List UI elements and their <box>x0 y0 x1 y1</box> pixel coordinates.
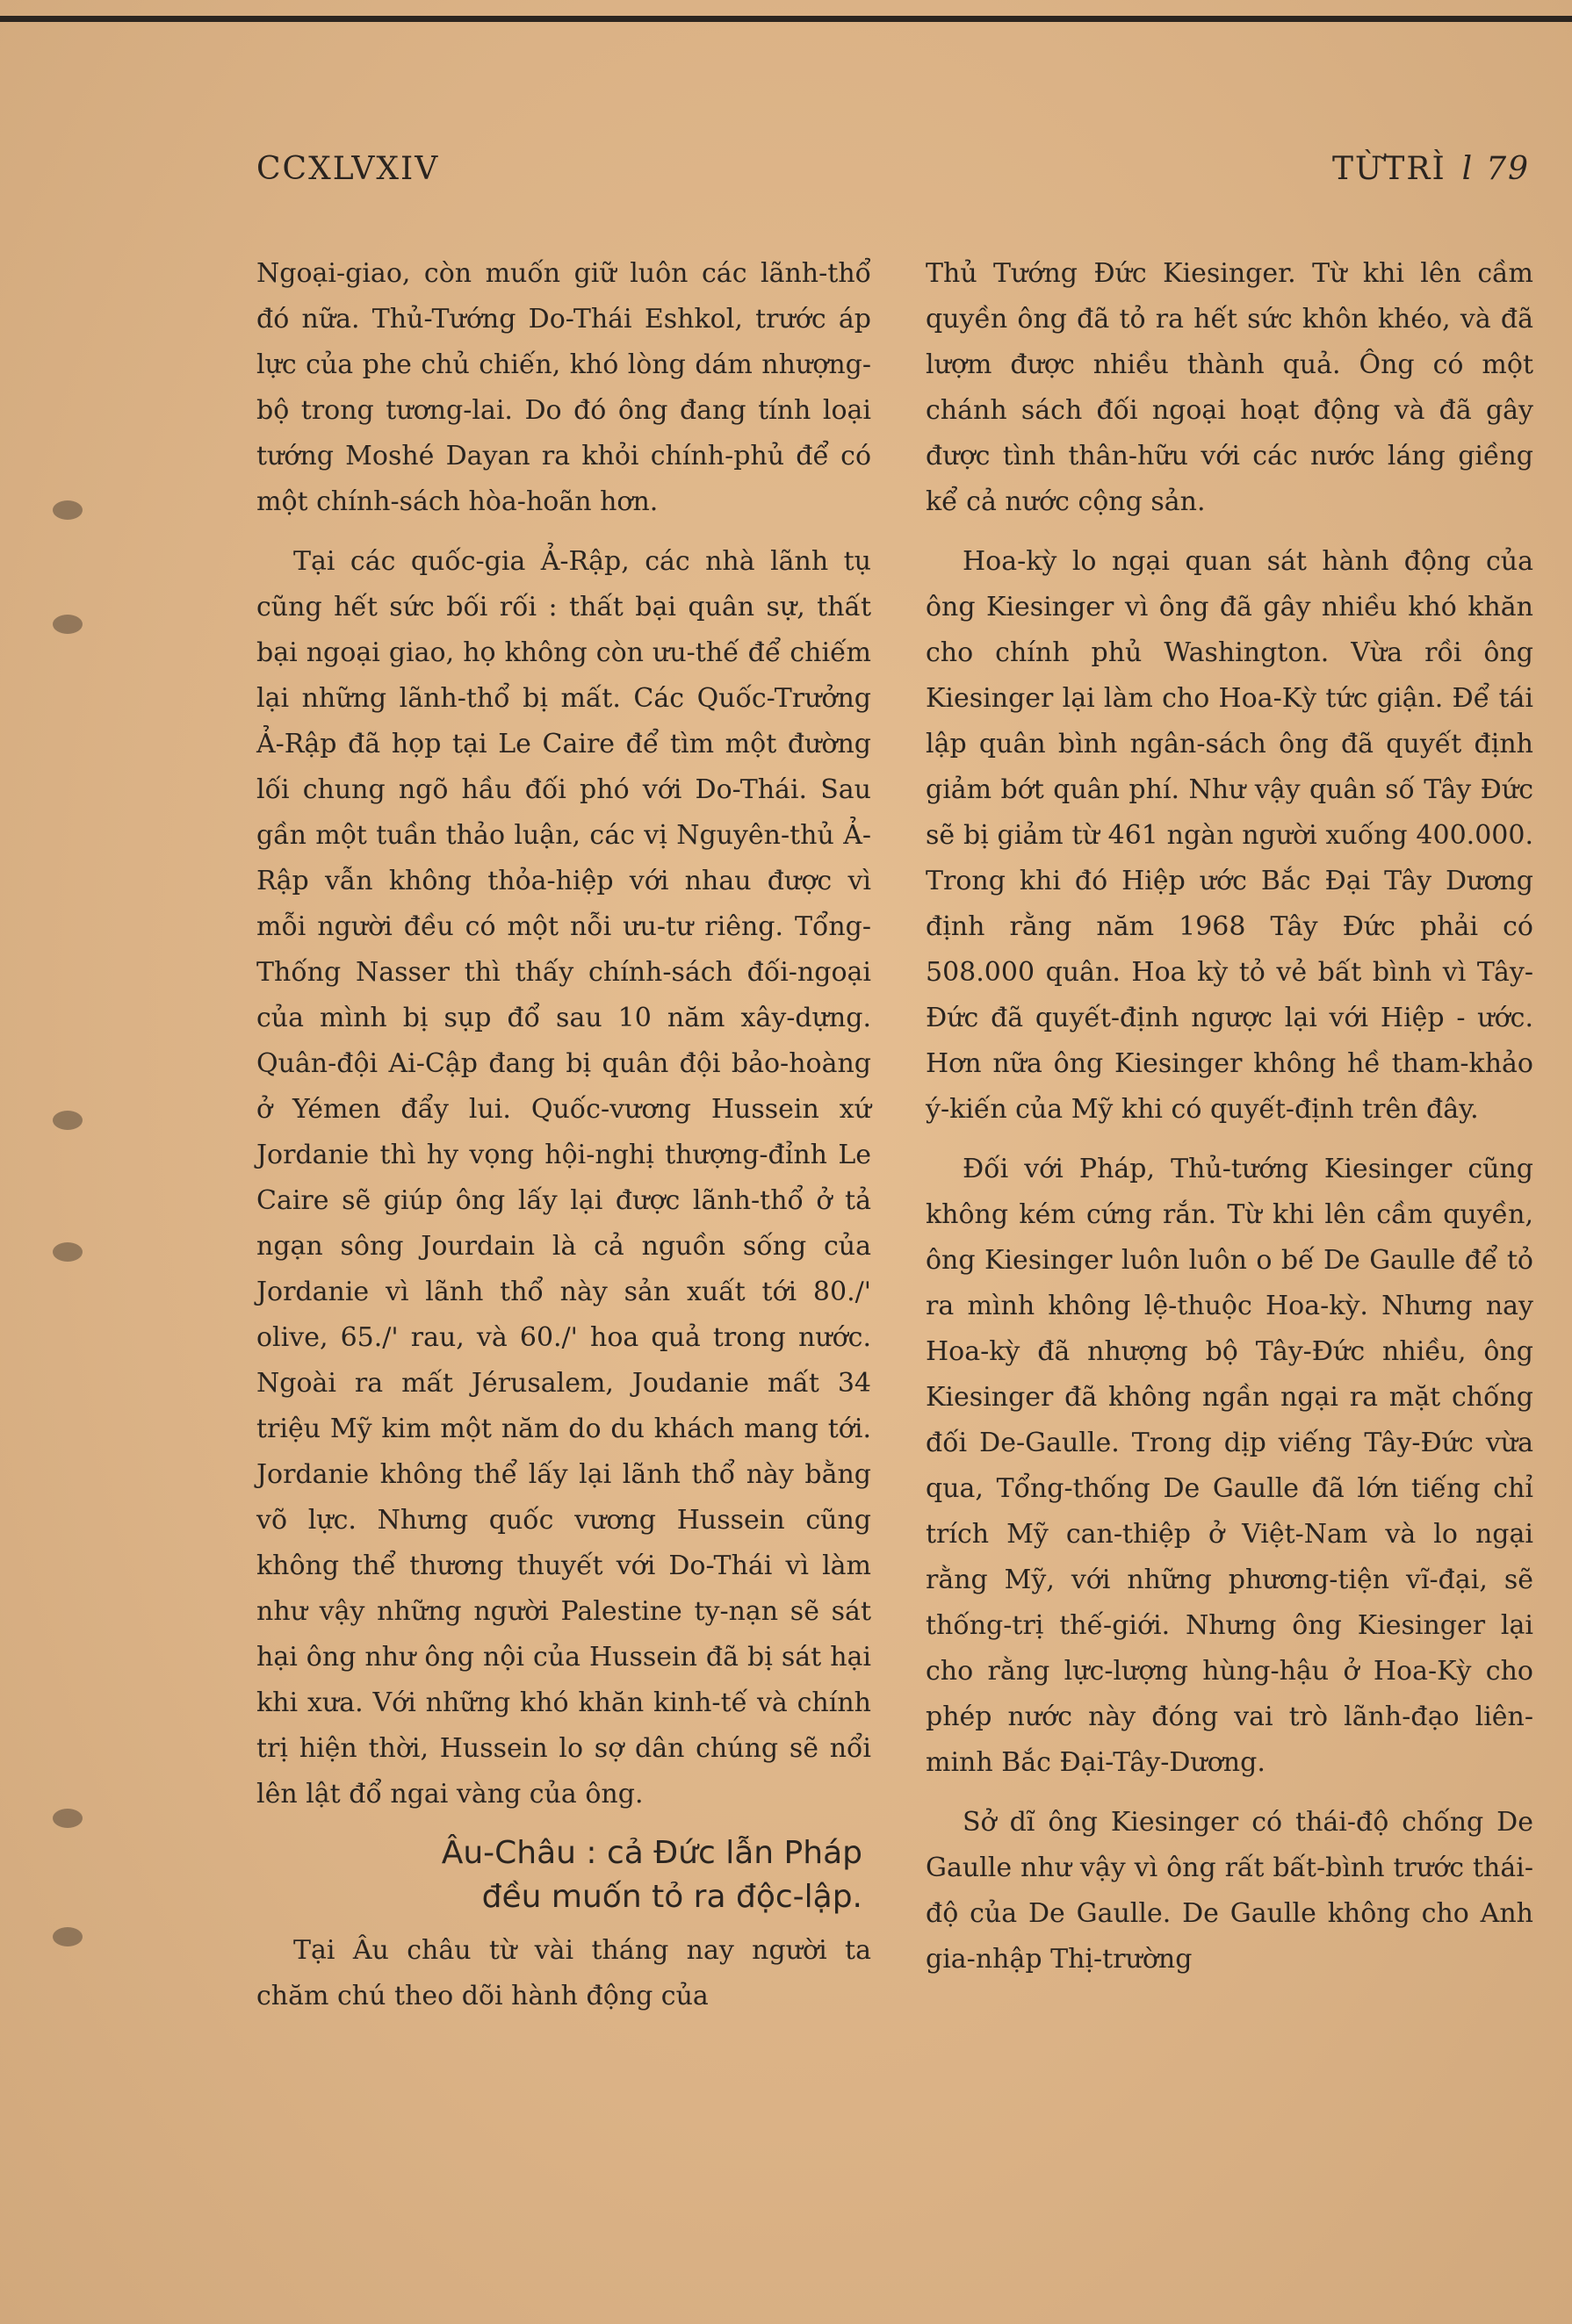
binding-hole <box>53 1242 83 1262</box>
running-head-right <box>1332 151 1530 187</box>
section-heading <box>256 1831 871 1919</box>
binding-hole <box>53 500 83 520</box>
running-head-left: CCXLVXIV <box>256 151 440 187</box>
paragraph: Ngoại-giao, còn muốn giữ luôn các lãnh-thổ đó nữa. Thủ-Tướng Do-Thái Eshkol, trước áp lực của phe chủ chiến, khó lòng dám nhượng-bộ trong tương-lai. Do đó ông đang tính loại tướng Moshé Dayan ra khỏi chính-phủ để có một chính-sách hòa-hoãn hơn. <box>256 258 871 517</box>
paragraph: Hoa-kỳ lo ngại quan sát hành động của ông Kiesinger vì ông đã gây nhiều khó khăn cho chính phủ Washington. Vừa rồi ông Kiesinger lại làm cho Hoa-Kỳ tức giận. Để tái lập quân bình ngân-sách ông đã quyết định giảm bớt quân phí. Như vậy quân số Tây Đức sẽ bị giảm từ 461 ngàn người xuống 400.000. Trong khi đó Hiệp ước Bắc Đại Tây Dương định rằng năm 1968 Tây Đức phải có 508.000 quân. Hoa kỳ tỏ vẻ bất bình vì Tây-Đức đã quyết-định ngược lại với Hiệp - ước. Hơn nữa ông Kiesinger không hề tham-khảo ý-kiến của Mỹ khi có quyết-định trên đây. <box>926 546 1533 1125</box>
section-heading-line: đều muốn tỏ ra độc-lập. <box>481 1879 862 1915</box>
section-heading-line: Âu-Châu : cả Đức lẫn Pháp <box>441 1835 862 1871</box>
top-rule <box>0 16 1572 22</box>
journal-title: TỪTRÌ <box>1331 151 1446 187</box>
paragraph: Tại các quốc-gia Ả-Rập, các nhà lãnh tụ cũng hết sức bối rối : thất bại quân sự, thất bại ngoại giao, họ không còn ưu-thế để chiếm lại những lãnh-thổ bị mất. Các Quốc-Trưởng Ả-Rập đã họp tại Le Caire để tìm một đường lối chung ngõ hầu đối phó với Do-Thái. Sau gần một tuần thảo luận, các vị Nguyên-thủ Ả-Rập vẫn không thỏa-hiệp với nhau được vì mỗi người đều có một nỗi ưu-tư riêng. Tổng-Thống Nasser thì thấy chính-sách đối-ngoại của mình bị sụp đổ sau 10 năm xây-dựng. Quân-đội Ai-Cập đang bị quân đội bảo-hoàng ở Yémen đẩy lui. Quốc-vương Hussein xứ Jordanie thì hy vọng hội-nghị thượng-đỉnh Le Caire sẽ giúp ông lấy lại được lãnh-thổ ở tả ngạn sông Jourdain là cả nguồn sống của Jordanie vì lãnh thổ này sản xuất tới 80./' olive, 65./' rau, và 60./' hoa quả trong nước. Ngoài ra mất Jérusalem, Joudanie mất 34 triệu Mỹ kim một năm do du khách mang tới. Jordanie không thể lấy lại lãnh thổ này bằng võ lực. Nhưng quốc vương Hussein cũng không thể thương thuyết với Do-Thái vì làm như vậy những người Palestine ty-nạn sẽ sát hại ông như ông nội của Hussein đã bị sát hại khi xưa. Với những khó khăn kinh-tế và chính trị hiện thời, Hussein lo sợ dân chúng sẽ nổi lên lật đổ ngai vàng của ông. <box>256 546 871 1810</box>
page-number: 79 <box>1486 151 1530 187</box>
binding-hole <box>53 1927 83 1946</box>
binding-hole <box>53 1809 83 1828</box>
header-separator: l <box>1461 151 1475 187</box>
right-column <box>926 251 1533 1997</box>
binding-hole <box>53 1111 83 1130</box>
paragraph: Tại Âu châu từ vài tháng nay người ta chăm chú theo dõi hành động của <box>256 1935 871 2011</box>
binding-hole <box>53 615 83 634</box>
left-column <box>256 251 871 2033</box>
paragraph: Sở dĩ ông Kiesinger có thái-độ chống De Gaulle như vậy vì ông rất bất-bình trước thái-độ của De Gaulle. De Gaulle không cho Anh gia-nhập Thị-trường <box>926 1807 1533 1975</box>
paragraph: Thủ Tướng Đức Kiesinger. Từ khi lên cầm quyền ông đã tỏ ra hết sức khôn khéo, và đã lượm được nhiều thành quả. Ông có một chánh sách đối ngoại hoạt động và đã gây được tình thân-hữu với các nước láng giềng kể cả nước cộng sản. <box>926 258 1533 517</box>
paragraph: Đối với Pháp, Thủ-tướng Kiesinger cũng không kém cứng rắn. Từ khi lên cầm quyền, ông Kiesinger luôn luôn o bế De Gaulle để tỏ ra mình không lệ-thuộc Hoa-kỳ. Nhưng nay Hoa-kỳ đã nhượng bộ Tây-Đức nhiều, ông Kiesinger đã không ngần ngại ra mặt chống đối De-Gaulle. Trong dịp viếng Tây-Đức vừa qua, Tổng-thống De Gaulle đã lớn tiếng chỉ trích Mỹ can-thiệp ở Việt-Nam và lo ngại rằng Mỹ, với những phương-tiện vĩ-đại, sẽ thống-trị thế-giới. Nhưng ông Kiesinger lại cho rằng lực-lượng hùng-hậu ở Hoa-Kỳ cho phép nước này đóng vai trò lãnh-đạo liên-minh Bắc Đại-Tây-Dương. <box>926 1154 1533 1778</box>
